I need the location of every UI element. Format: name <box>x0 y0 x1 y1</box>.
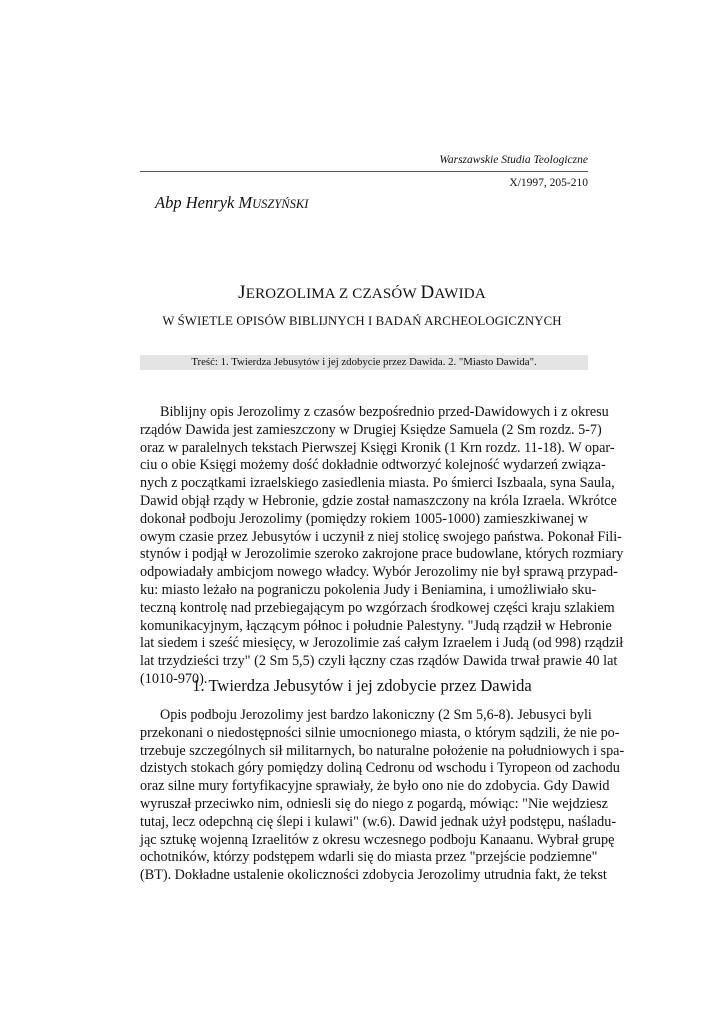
text-line: Opis podboju Jerozolimy jest bardzo lakoniczny (2 Sm 5,6-8). Jebusyci byli <box>160 707 592 723</box>
title-cap-2: D <box>420 282 435 303</box>
text-line: jąc sztukę wojenną Izraelitów z okresu wczesnego podboju Kanaanu. Wybrał grupę <box>140 831 615 848</box>
text-line: oraz silne mury fortyfikacyjne sprawiały, że było ono nie do zdobycia. Gdy Dawid <box>140 778 610 795</box>
header-rule <box>140 171 588 172</box>
title-rest-1: EROZOLIMA Z CZASÓW <box>245 286 421 302</box>
text-line: trzebuje szczególnych sił militarnych, bo naturalne położenie na południowych i spa- <box>140 742 625 759</box>
article-title <box>0 282 724 304</box>
volume-info: X/1997, 205-210 <box>509 177 588 189</box>
title-cap-1: J <box>238 282 246 303</box>
text-line: ochotników, którzy podstępem wdarli się do miasta przez "przejście podziemne" <box>140 849 598 866</box>
text-line: lat trzydzieści trzy" (2 Sm 5,5) czyli łączny czas rządów Dawida trwał prawie 40 lat <box>140 653 618 670</box>
contents-box: Treść: 1. Twierdza Jebusytów i jej zdobycie przez Dawida. 2. "Miasto Dawida". <box>140 355 588 370</box>
text-line: dokonał podboju Jerozolimy (pomiędzy rokiem 1005-1000) zamieszkiwanej w <box>140 510 588 527</box>
section-1-heading: 1. Twierdza Jebusytów i jej zdobycie przez Dawida <box>192 676 532 695</box>
text-line: tutaj, lecz odepchną cię ślepi i kulawi" (w.6). Dawid jednak użył podstępu, naśladu- <box>140 813 617 830</box>
text-line: odpowiadały ambicjom nowego władcy. Wybór Jerozolimy nie był sprawą przypad- <box>140 564 618 581</box>
text-line: rządów Dawida jest zamieszczony w Drugiej Księdze Samuela (2 Sm rozdz. 5-7) <box>140 421 602 438</box>
text-line: oraz w paralelnych tekstach Pierwszej Księgi Kronik (1 Krn rozdz. 11-18). W opar- <box>140 439 615 456</box>
article-subtitle: W ŚWIETLE OPISÓW BIBLIJNYCH I BADAŃ ARCHEOLOGICZNYCH <box>162 314 562 328</box>
text-line: lat siedem i sześć miesięcy, w Jerozolimie zaś całym Izraelem i Judą (od 998) rządził <box>140 635 624 652</box>
text-line: komunikacyjnym, łączącym północ i południe Palestyny. "Judą rządził w Hebronie <box>140 617 612 634</box>
author-name <box>155 193 308 213</box>
text-line: ciu o obie Księgi możemy dość dokładnie odtworzyć kolejność wydarzeń związa- <box>140 457 606 474</box>
text-line: dzistych stokach góry pomiędzy doliną Cedronu od wschodu i Tyropeon od zachodu <box>140 760 620 777</box>
text-line: stynów i podjął w Jerozolimie szeroko zakrojone prace budowlane, których rozmiary <box>140 546 624 563</box>
text-line: Dawid objął rządy w Hebronie, gdzie został namaszczony na króla Izraela. Wkrótce <box>140 492 617 509</box>
text-line: ku: miasto leżało na pograniczu pokolenia Judy i Beniamina, i umożliwiało sku- <box>140 581 597 598</box>
journal-name: Warszawskie Studia Teologiczne <box>439 154 588 166</box>
author-surname-smallcaps: USZYŃSKI <box>252 197 309 211</box>
author-prefix: Abp Henryk M <box>155 193 253 212</box>
text-line: przekonani o niedostępności silnie umocnionego miasta, o którym sądzili, że nie po- <box>140 724 620 741</box>
text-line: wyruszał przeciwko nim, odniesli się do niego z pogardą, mówiąc: "Nie wejdziesz <box>140 795 608 812</box>
section-1-paragraph <box>140 707 625 885</box>
title-rest-2: AWIDA <box>434 286 486 302</box>
text-line: (BT). Dokładne ustalenie okoliczności zdobycia Jerozolimy utrudnia fakt, że tekst <box>140 867 607 884</box>
text-line: owym czasie przez Jebusytów i uczynił z niej stolicę swojego państwa. Pokonał Fili- <box>140 528 622 545</box>
text-line: (1010-970). <box>140 670 208 687</box>
text-line: nych z początkami izraelskiego zasiedlenia miasta. Po śmierci Iszbaala, syna Saula, <box>140 475 615 492</box>
text-line: Biblijny opis Jerozolimy z czasów bezpośrednio przed-Dawidowych i z okresu <box>160 404 609 420</box>
intro-paragraph <box>140 404 624 689</box>
text-line: teczną kontrolę nad przebiegającym po wzgórzach środkowej części kraju szlakiem <box>140 599 615 616</box>
